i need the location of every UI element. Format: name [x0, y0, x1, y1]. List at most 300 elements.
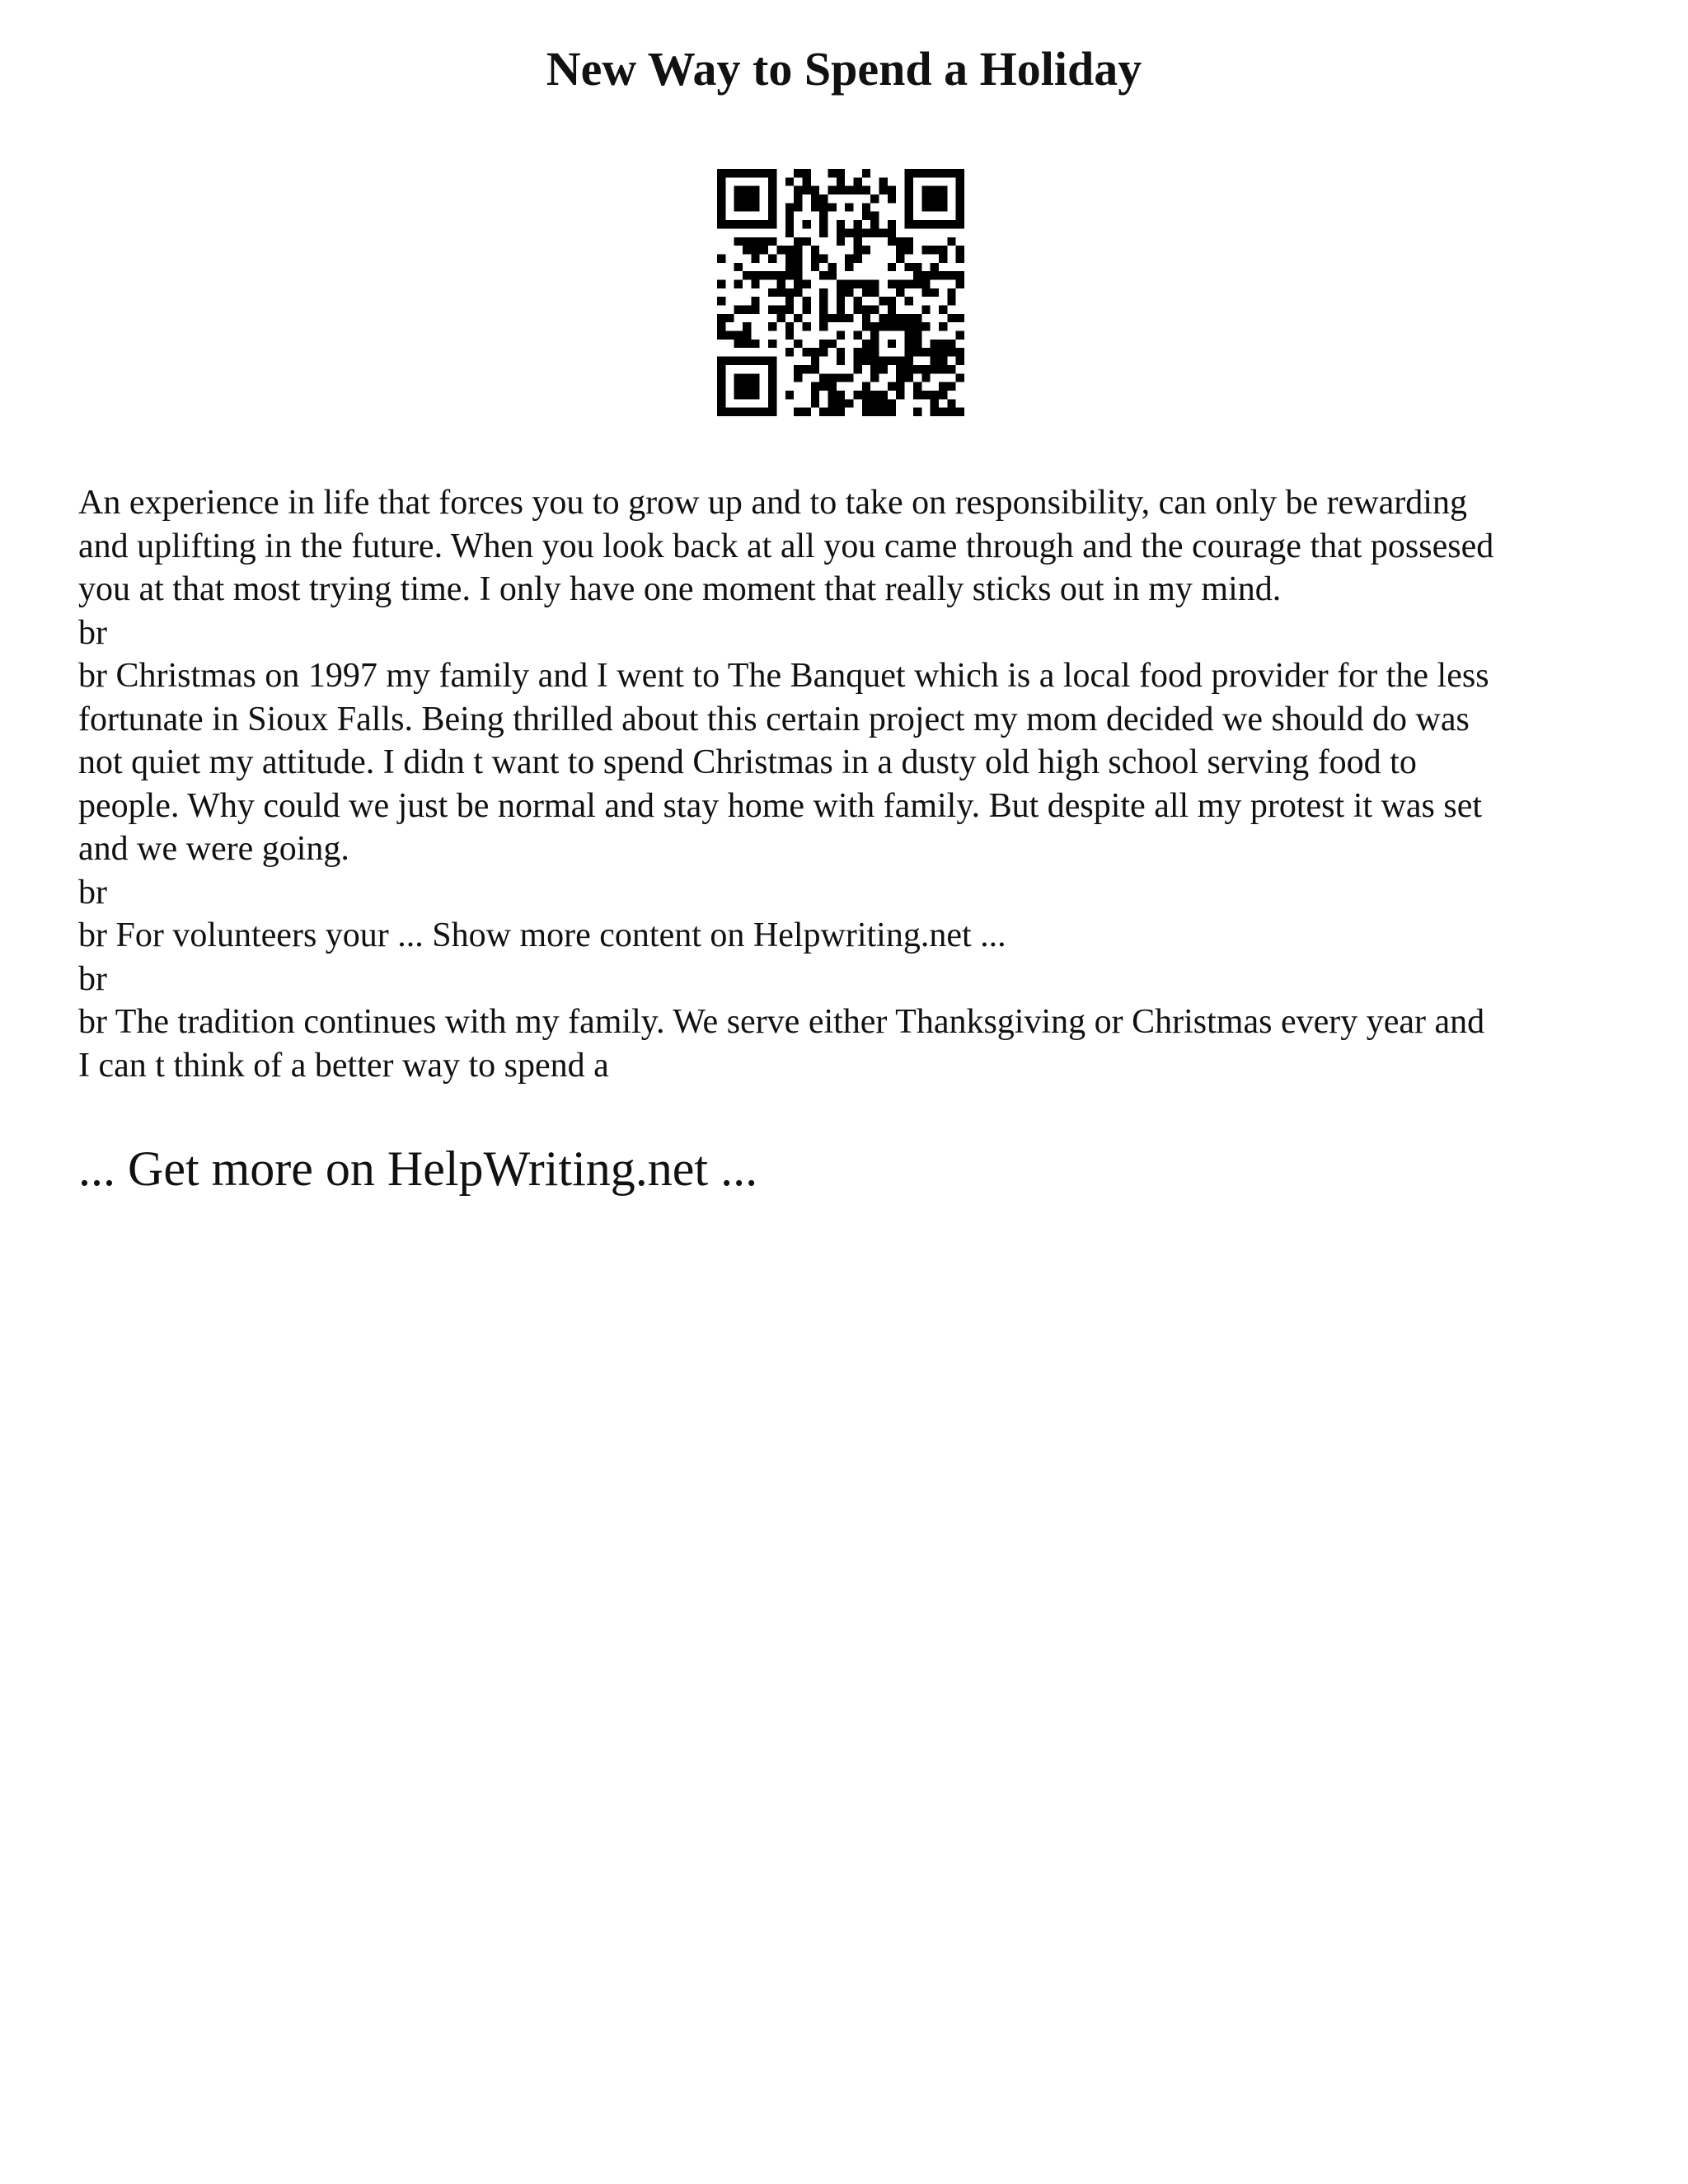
qr-module: [819, 220, 828, 228]
qr-module: [956, 177, 964, 185]
qr-module: [734, 169, 743, 177]
qr-module: [854, 279, 862, 288]
qr-module: [905, 263, 913, 271]
qr-module: [785, 177, 794, 185]
qr-module: [862, 203, 870, 211]
qr-module: [870, 331, 879, 340]
qr-module: [870, 357, 879, 365]
qr-module: [828, 391, 836, 399]
qr-module: [888, 263, 896, 271]
qr-module: [870, 212, 879, 220]
qr-module: [956, 314, 964, 322]
qr-module: [862, 408, 870, 416]
qr-module: [837, 220, 845, 228]
qr-module: [947, 365, 955, 373]
qr-module: [768, 288, 776, 297]
qr-module: [768, 373, 776, 382]
qr-module: [785, 212, 794, 220]
qr-module: [854, 177, 862, 185]
qr-module: [854, 254, 862, 262]
qr-module: [862, 169, 870, 177]
qr-module: [819, 408, 828, 416]
qr-module: [717, 169, 725, 177]
qr-module: [819, 254, 828, 262]
qr-module: [776, 306, 785, 314]
qr-module: [931, 246, 939, 254]
qr-module: [854, 357, 862, 365]
qr-module: [888, 357, 896, 365]
qr-module: [845, 254, 853, 262]
qr-module: [743, 246, 751, 254]
qr-module: [956, 373, 964, 382]
qr-module: [785, 306, 794, 314]
qr-module: [751, 246, 759, 254]
qr-module: [717, 382, 725, 391]
qr-module: [811, 263, 819, 271]
qr-module: [794, 169, 802, 177]
qr-module: [776, 314, 785, 322]
qr-module: [956, 271, 964, 279]
qr-module: [837, 228, 845, 237]
qr-module: [862, 391, 870, 399]
qr-module: [896, 322, 904, 330]
qr-module: [879, 357, 888, 365]
qr-module: [896, 254, 904, 262]
qr-module: [913, 263, 921, 271]
qr-module: [921, 288, 930, 297]
qr-module: [862, 357, 870, 365]
qr-module: [854, 228, 862, 237]
qr-module: [717, 365, 725, 373]
qr-module: [939, 357, 947, 365]
qr-module: [837, 297, 845, 305]
qr-module: [717, 408, 725, 416]
qr-module: [845, 279, 853, 288]
qr-module: [725, 169, 734, 177]
qr-module: [888, 382, 896, 391]
qr-module: [905, 212, 913, 220]
qr-module: [837, 177, 845, 185]
qr-module: [717, 186, 725, 194]
qr-module: [794, 203, 802, 211]
qr-module: [743, 186, 751, 194]
qr-module: [870, 365, 879, 373]
qr-module: [811, 391, 819, 399]
qr-module: [717, 194, 725, 203]
qr-module: [743, 357, 751, 365]
qr-module: [888, 399, 896, 407]
qr-module: [837, 399, 845, 407]
qr-module: [921, 391, 930, 399]
qr-module: [743, 169, 751, 177]
qr-module: [717, 391, 725, 399]
qr-module: [760, 246, 768, 254]
qr-module: [854, 246, 862, 254]
qr-module: [776, 279, 785, 288]
qr-module: [828, 408, 836, 416]
qr-module: [837, 357, 845, 365]
qr-module: [743, 408, 751, 416]
text-line: br: [78, 613, 107, 652]
qr-module: [751, 279, 759, 288]
qr-module: [819, 340, 828, 348]
qr-module: [956, 169, 964, 177]
qr-module: [913, 331, 921, 340]
qr-module: [921, 279, 930, 288]
qr-module: [913, 340, 921, 348]
qr-module: [931, 169, 939, 177]
qr-module: [725, 220, 734, 228]
qr-module: [811, 246, 819, 254]
qr-module: [905, 169, 913, 177]
qr-module: [768, 382, 776, 391]
qr-module: [819, 288, 828, 297]
text-line: br Christmas on 1997 my family and I went to The Banquet which is a local food provider for the less: [78, 657, 1489, 695]
qr-module: [760, 169, 768, 177]
qr-module: [879, 365, 888, 373]
qr-module: [760, 271, 768, 279]
qr-module: [743, 322, 751, 330]
qr-module: [905, 279, 913, 288]
qr-module: [802, 220, 810, 228]
qr-module: [743, 391, 751, 399]
qr-module: [794, 408, 802, 416]
qr-module: [879, 399, 888, 407]
qr-module: [794, 373, 802, 382]
qr-module: [734, 203, 743, 211]
qr-module: [819, 322, 828, 330]
qr-module: [905, 297, 913, 305]
qr-module: [854, 220, 862, 228]
qr-module: [837, 279, 845, 288]
qr-module: [845, 263, 853, 271]
qr-module: [734, 340, 743, 348]
qr-module: [931, 220, 939, 228]
qr-module: [776, 271, 785, 279]
qr-module: [939, 271, 947, 279]
qr-module: [837, 314, 845, 322]
qr-module: [913, 391, 921, 399]
qr-module: [828, 314, 836, 322]
qr-module: [828, 399, 836, 407]
qr-module: [743, 382, 751, 391]
qr-module: [768, 169, 776, 177]
qr-module: [768, 186, 776, 194]
qr-module: [947, 408, 955, 416]
qr-module: [811, 194, 819, 203]
qr-module: [905, 194, 913, 203]
qr-module: [956, 246, 964, 254]
qr-module: [811, 348, 819, 356]
qr-module: [947, 288, 955, 297]
qr-module: [751, 203, 759, 211]
qr-module: [956, 220, 964, 228]
qr-module: [768, 271, 776, 279]
qr-module: [717, 279, 725, 288]
qr-module: [768, 237, 776, 246]
qr-module: [734, 263, 743, 271]
qr-module: [717, 212, 725, 220]
qr-module: [947, 169, 955, 177]
qr-module: [819, 271, 828, 279]
qr-module: [743, 331, 751, 340]
qr-module: [725, 331, 734, 340]
qr-module: [905, 237, 913, 246]
qr-module: [921, 306, 930, 314]
qr-module: [717, 331, 725, 340]
qr-module: [751, 297, 759, 305]
qr-module: [794, 237, 802, 246]
qr-module: [768, 220, 776, 228]
qr-module: [888, 322, 896, 330]
qr-module: [870, 322, 879, 330]
qr-module: [956, 331, 964, 340]
qr-module: [931, 194, 939, 203]
qr-module: [854, 306, 862, 314]
qr-module: [921, 194, 930, 203]
qr-module: [751, 271, 759, 279]
qr-module: [931, 340, 939, 348]
qr-module: [794, 314, 802, 322]
qr-module: [913, 365, 921, 373]
qr-module: [751, 254, 759, 262]
qr-module: [785, 263, 794, 271]
qr-module: [743, 194, 751, 203]
qr-module: [931, 408, 939, 416]
qr-module: [734, 220, 743, 228]
qr-module: [862, 322, 870, 330]
qr-module: [802, 186, 810, 194]
qr-module: [947, 348, 955, 356]
qr-module: [794, 271, 802, 279]
qr-module: [939, 220, 947, 228]
qr-module: [760, 357, 768, 365]
qr-module: [768, 340, 776, 348]
qr-module: [931, 203, 939, 211]
qr-module: [811, 365, 819, 373]
qr-module: [734, 279, 743, 288]
qr-module: [837, 373, 845, 382]
qr-module: [888, 306, 896, 314]
qr-module: [939, 194, 947, 203]
qr-module: [734, 382, 743, 391]
qr-module: [879, 391, 888, 399]
qr-module: [717, 177, 725, 185]
qr-module: [862, 288, 870, 297]
qr-module: [913, 271, 921, 279]
qr-module: [913, 220, 921, 228]
qr-module: [734, 186, 743, 194]
qr-module: [760, 220, 768, 228]
qr-module: [768, 254, 776, 262]
qr-module: [913, 322, 921, 330]
qr-module: [879, 408, 888, 416]
qr-module: [802, 408, 810, 416]
qr-module: [785, 391, 794, 399]
qr-module: [751, 306, 759, 314]
qr-module: [939, 365, 947, 373]
qr-module: [939, 391, 947, 399]
qr-module: [837, 237, 845, 246]
qr-module: [879, 314, 888, 322]
qr-module: [802, 279, 810, 288]
qr-module: [819, 382, 828, 391]
text-line: fortunate in Sioux Falls. Being thrilled about this certain project my mom decided we should do was: [78, 700, 1470, 738]
qr-module: [717, 203, 725, 211]
qr-module: [854, 297, 862, 305]
get-more-link[interactable]: ... Get more on HelpWriting.net ...: [78, 1141, 758, 1196]
qr-module: [837, 288, 845, 297]
qr-module: [888, 279, 896, 288]
qr-module: [905, 322, 913, 330]
qr-module: [717, 322, 725, 330]
qr-module: [785, 246, 794, 254]
qr-module: [794, 246, 802, 254]
qr-module: [947, 297, 955, 305]
qr-module: [768, 203, 776, 211]
qr-module: [743, 203, 751, 211]
qr-module: [931, 365, 939, 373]
qr-module: [931, 263, 939, 271]
text-line: br: [78, 873, 107, 912]
qr-module: [717, 220, 725, 228]
qr-module: [837, 408, 845, 416]
qr-module: [862, 212, 870, 220]
qr-module: [879, 186, 888, 194]
qr-module: [947, 271, 955, 279]
qr-module: [811, 399, 819, 407]
qr-module: [768, 408, 776, 416]
qr-module: [743, 271, 751, 279]
qr-module: [913, 408, 921, 416]
qr-module: [956, 348, 964, 356]
qr-module: [913, 348, 921, 356]
qr-module: [888, 408, 896, 416]
qr-module: [734, 306, 743, 314]
qr-module: [802, 365, 810, 373]
qr-module: [717, 314, 725, 322]
qr-module: [888, 297, 896, 305]
qr-module: [828, 373, 836, 382]
qr-module: [768, 322, 776, 330]
qr-module: [751, 340, 759, 348]
qr-module: [734, 373, 743, 382]
qr-module: [845, 399, 853, 407]
qr-module: [802, 297, 810, 305]
qr-module: [751, 373, 759, 382]
qr-module: [905, 314, 913, 322]
qr-module: [913, 279, 921, 288]
qr-module: [896, 279, 904, 288]
qr-module: [939, 203, 947, 211]
qr-module: [785, 254, 794, 262]
qr-module: [837, 306, 845, 314]
qr-module: [734, 331, 743, 340]
qr-module: [939, 322, 947, 330]
qr-module: [896, 237, 904, 246]
qr-module: [794, 194, 802, 203]
qr-module: [921, 373, 930, 382]
qr-module: [956, 212, 964, 220]
text-line: br: [78, 959, 107, 998]
qr-module: [760, 237, 768, 246]
qr-module: [802, 177, 810, 185]
qr-module: [888, 186, 896, 194]
qr-module: [785, 220, 794, 228]
qr-module: [862, 306, 870, 314]
qr-module: [743, 306, 751, 314]
qr-module: [811, 186, 819, 194]
qr-module: [862, 228, 870, 237]
qr-module: [888, 220, 896, 228]
qr-module: [862, 382, 870, 391]
qr-module: [947, 220, 955, 228]
qr-module: [862, 246, 870, 254]
qr-module: [802, 237, 810, 246]
qr-module: [956, 203, 964, 211]
qr-module: [862, 186, 870, 194]
qr-module: [931, 271, 939, 279]
qr-module: [743, 373, 751, 382]
page-title: New Way to Spend a Holiday: [546, 42, 1142, 96]
qr-module: [896, 288, 904, 297]
qr-module: [828, 263, 836, 271]
qr-module: [768, 306, 776, 314]
qr-module: [785, 348, 794, 356]
qr-module: [854, 365, 862, 373]
qr-module: [785, 288, 794, 297]
qr-module: [819, 314, 828, 322]
qr-module: [905, 357, 913, 365]
qr-module: [828, 203, 836, 211]
qr-module: [905, 246, 913, 254]
qr-module: [947, 237, 955, 246]
qr-module: [794, 365, 802, 373]
qr-module: [751, 382, 759, 391]
qr-module: [888, 194, 896, 203]
qr-module: [819, 306, 828, 314]
qr-module: [854, 237, 862, 246]
qr-module: [802, 322, 810, 330]
qr-module: [870, 306, 879, 314]
qr-module: [939, 382, 947, 391]
qr-module: [845, 186, 853, 194]
qr-module: [896, 246, 904, 254]
qr-module: [854, 348, 862, 356]
qr-module: [956, 194, 964, 203]
qr-module: [862, 399, 870, 407]
qr-module: [828, 382, 836, 391]
qr-module: [837, 186, 845, 194]
qr-module: [896, 382, 904, 391]
qr-module: [862, 340, 870, 348]
qr-module: [913, 382, 921, 391]
qr-module: [939, 254, 947, 262]
qr-module: [743, 340, 751, 348]
qr-module: [879, 322, 888, 330]
qr-module: [734, 237, 743, 246]
qr-module: [888, 228, 896, 237]
qr-module: [921, 365, 930, 373]
qr-module: [931, 288, 939, 297]
qr-module: [939, 246, 947, 254]
qr-module: [794, 340, 802, 348]
qr-module: [879, 228, 888, 237]
text-line: people. Why could we just be normal and stay home with family. But despite all my protest it was set: [78, 786, 1483, 825]
qr-module: [734, 391, 743, 399]
qr-module: [896, 391, 904, 399]
qr-module: [760, 408, 768, 416]
